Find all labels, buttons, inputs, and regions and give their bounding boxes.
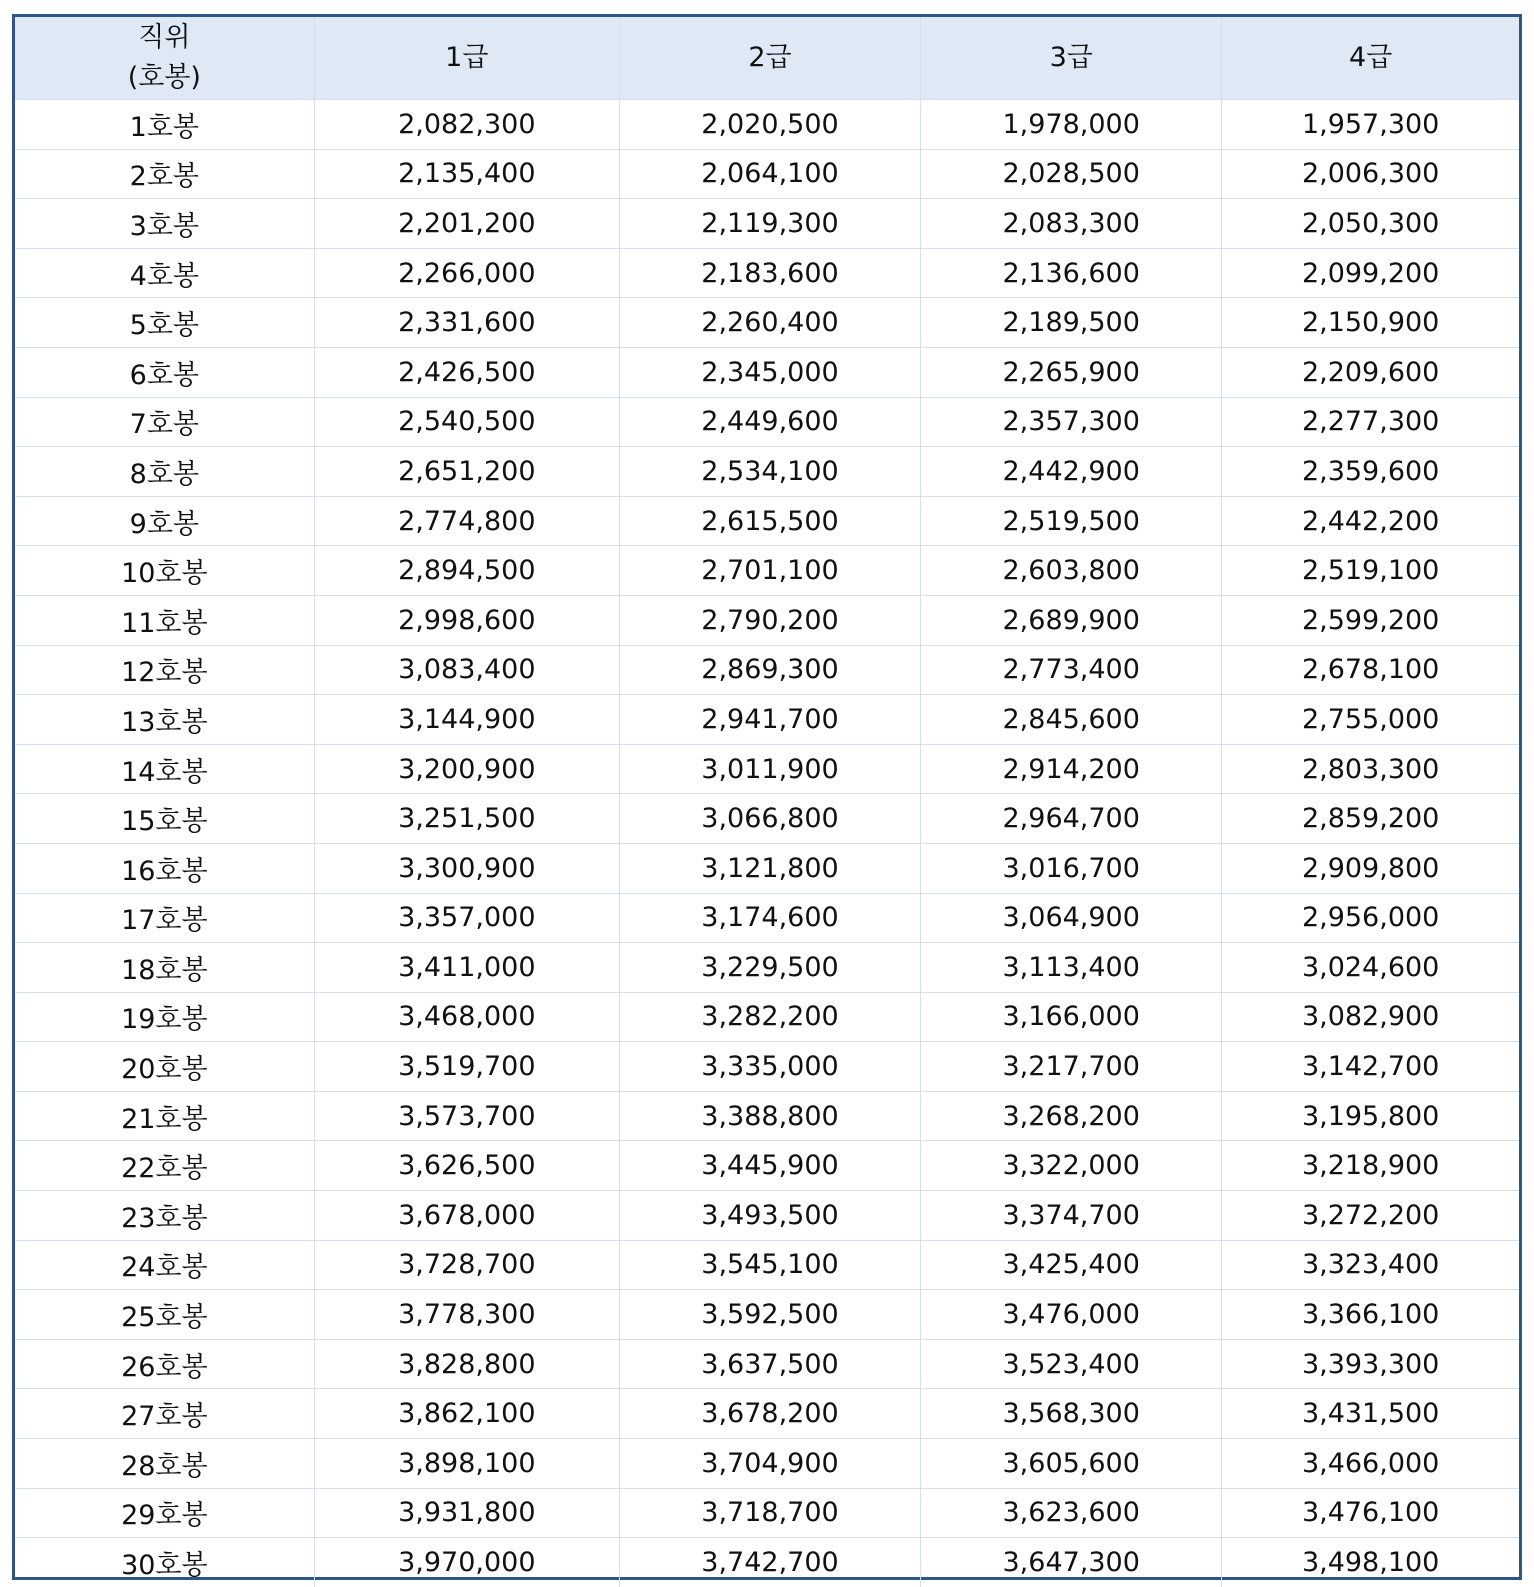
step-cell: 14호봉 — [15, 744, 314, 794]
grade-2-cell: 3,493,500 — [619, 1191, 920, 1241]
table-row — [15, 893, 1519, 943]
header-grade-1: 1급 — [314, 17, 619, 100]
step-cell: 11호봉 — [15, 595, 314, 645]
grade-3-cell: 2,357,300 — [921, 397, 1222, 447]
header-grade-3: 3급 — [921, 17, 1222, 100]
step-cell: 5호봉 — [15, 298, 314, 348]
grade-1-cell: 3,200,900 — [314, 744, 619, 794]
table-row — [15, 1488, 1519, 1538]
table-row — [15, 843, 1519, 893]
grade-4-cell: 2,359,600 — [1222, 447, 1519, 497]
grade-4-cell: 2,956,000 — [1222, 893, 1519, 943]
grade-4-cell: 3,393,300 — [1222, 1339, 1519, 1389]
grade-2-cell: 3,174,600 — [619, 893, 920, 943]
grade-3-cell: 3,425,400 — [921, 1240, 1222, 1290]
grade-1-cell: 2,894,500 — [314, 546, 619, 596]
grade-3-cell: 3,166,000 — [921, 992, 1222, 1042]
step-cell: 20호봉 — [15, 1042, 314, 1092]
table-row — [15, 199, 1519, 249]
grade-3-cell: 2,519,500 — [921, 496, 1222, 546]
grade-1-cell: 3,573,700 — [314, 1091, 619, 1141]
grade-4-cell: 2,519,100 — [1222, 546, 1519, 596]
grade-2-cell: 3,445,900 — [619, 1141, 920, 1191]
grade-3-cell: 3,605,600 — [921, 1439, 1222, 1489]
salary-table — [15, 17, 1519, 1587]
grade-4-cell: 3,272,200 — [1222, 1191, 1519, 1241]
table-row — [15, 1191, 1519, 1241]
step-cell: 1호봉 — [15, 100, 314, 150]
grade-1-cell: 3,778,300 — [314, 1290, 619, 1340]
table-row — [15, 1339, 1519, 1389]
step-cell: 21호봉 — [15, 1091, 314, 1141]
grade-2-cell: 3,121,800 — [619, 843, 920, 893]
grade-4-cell: 3,195,800 — [1222, 1091, 1519, 1141]
grade-2-cell: 3,282,200 — [619, 992, 920, 1042]
grade-4-cell: 3,082,900 — [1222, 992, 1519, 1042]
grade-2-cell: 2,449,600 — [619, 397, 920, 447]
grade-1-cell: 3,411,000 — [314, 943, 619, 993]
table-row — [15, 347, 1519, 397]
table-row — [15, 447, 1519, 497]
table-header — [15, 17, 1519, 100]
grade-2-cell: 3,388,800 — [619, 1091, 920, 1141]
grade-2-cell: 2,260,400 — [619, 298, 920, 348]
grade-4-cell: 2,859,200 — [1222, 794, 1519, 844]
grade-2-cell: 3,066,800 — [619, 794, 920, 844]
grade-1-cell: 2,135,400 — [314, 149, 619, 199]
grade-1-cell: 2,082,300 — [314, 100, 619, 150]
header-row — [15, 17, 1519, 100]
step-cell: 27호봉 — [15, 1389, 314, 1439]
grade-4-cell: 2,050,300 — [1222, 199, 1519, 249]
table-row — [15, 595, 1519, 645]
grade-4-cell: 2,099,200 — [1222, 248, 1519, 298]
step-cell: 8호봉 — [15, 447, 314, 497]
table-row — [15, 794, 1519, 844]
grade-1-cell: 2,331,600 — [314, 298, 619, 348]
step-cell: 4호봉 — [15, 248, 314, 298]
grade-4-cell: 3,218,900 — [1222, 1141, 1519, 1191]
grade-2-cell: 2,064,100 — [619, 149, 920, 199]
table-row — [15, 1389, 1519, 1439]
step-cell: 25호봉 — [15, 1290, 314, 1340]
grade-2-cell: 2,790,200 — [619, 595, 920, 645]
grade-1-cell: 3,970,000 — [314, 1538, 619, 1587]
grade-4-cell: 1,957,300 — [1222, 100, 1519, 150]
grade-4-cell: 2,803,300 — [1222, 744, 1519, 794]
grade-1-cell: 3,931,800 — [314, 1488, 619, 1538]
table-row — [15, 1240, 1519, 1290]
table-row — [15, 1042, 1519, 1092]
table-row — [15, 496, 1519, 546]
step-cell: 7호봉 — [15, 397, 314, 447]
step-cell: 6호봉 — [15, 347, 314, 397]
step-cell: 26호봉 — [15, 1339, 314, 1389]
grade-3-cell: 1,978,000 — [921, 100, 1222, 150]
grade-3-cell: 2,964,700 — [921, 794, 1222, 844]
grade-1-cell: 2,651,200 — [314, 447, 619, 497]
grade-3-cell: 2,773,400 — [921, 645, 1222, 695]
header-step-label: (호봉) — [127, 62, 201, 93]
grade-3-cell: 3,268,200 — [921, 1091, 1222, 1141]
table-row — [15, 149, 1519, 199]
grade-1-cell: 2,426,500 — [314, 347, 619, 397]
grade-4-cell: 3,366,100 — [1222, 1290, 1519, 1340]
grade-2-cell: 2,020,500 — [619, 100, 920, 150]
grade-2-cell: 3,637,500 — [619, 1339, 920, 1389]
grade-3-cell: 3,476,000 — [921, 1290, 1222, 1340]
grade-2-cell: 3,704,900 — [619, 1439, 920, 1489]
grade-4-cell: 2,599,200 — [1222, 595, 1519, 645]
step-cell: 15호봉 — [15, 794, 314, 844]
grade-2-cell: 2,615,500 — [619, 496, 920, 546]
salary-table-frame — [12, 14, 1522, 1580]
grade-3-cell: 3,523,400 — [921, 1339, 1222, 1389]
table-body — [15, 100, 1519, 1587]
grade-3-cell: 3,322,000 — [921, 1141, 1222, 1191]
grade-3-cell: 2,028,500 — [921, 149, 1222, 199]
grade-2-cell: 3,678,200 — [619, 1389, 920, 1439]
grade-1-cell: 3,898,100 — [314, 1439, 619, 1489]
step-cell: 12호봉 — [15, 645, 314, 695]
grade-3-cell: 3,064,900 — [921, 893, 1222, 943]
table-row — [15, 943, 1519, 993]
grade-3-cell: 2,914,200 — [921, 744, 1222, 794]
grade-4-cell: 2,909,800 — [1222, 843, 1519, 893]
grade-4-cell: 2,678,100 — [1222, 645, 1519, 695]
grade-2-cell: 2,119,300 — [619, 199, 920, 249]
header-position-step — [15, 17, 314, 100]
grade-4-cell: 3,466,000 — [1222, 1439, 1519, 1489]
step-cell: 22호봉 — [15, 1141, 314, 1191]
step-cell: 28호봉 — [15, 1439, 314, 1489]
grade-4-cell: 3,476,100 — [1222, 1488, 1519, 1538]
grade-1-cell: 3,083,400 — [314, 645, 619, 695]
grade-1-cell: 2,540,500 — [314, 397, 619, 447]
step-cell: 10호봉 — [15, 546, 314, 596]
grade-2-cell: 2,345,000 — [619, 347, 920, 397]
grade-3-cell: 3,113,400 — [921, 943, 1222, 993]
step-cell: 16호봉 — [15, 843, 314, 893]
table-row — [15, 1290, 1519, 1340]
grade-3-cell: 2,189,500 — [921, 298, 1222, 348]
grade-1-cell: 3,862,100 — [314, 1389, 619, 1439]
table-row — [15, 645, 1519, 695]
table-row — [15, 1439, 1519, 1489]
grade-4-cell: 3,498,100 — [1301, 1547, 1440, 1579]
grade-3-cell: 3,016,700 — [921, 843, 1222, 893]
grade-2-cell: 3,335,000 — [619, 1042, 920, 1092]
grade-1-cell: 3,828,800 — [314, 1339, 619, 1389]
table-row — [15, 100, 1519, 150]
table-row — [15, 1538, 1519, 1587]
grade-3-cell: 2,083,300 — [921, 199, 1222, 249]
grade-3-cell: 3,374,700 — [921, 1191, 1222, 1241]
step-cell: 17호봉 — [15, 893, 314, 943]
grade-2-cell: 2,701,100 — [619, 546, 920, 596]
grade-1-cell: 3,357,000 — [314, 893, 619, 943]
grade-3-cell: 3,647,300 — [921, 1538, 1222, 1587]
grade-2-cell: 3,011,900 — [619, 744, 920, 794]
grade-3-cell: 2,603,800 — [921, 546, 1222, 596]
grade-1-cell: 3,251,500 — [314, 794, 619, 844]
header-grade-2: 2급 — [619, 17, 920, 100]
grade-3-cell: 2,689,900 — [921, 595, 1222, 645]
grade-1-cell: 2,998,600 — [314, 595, 619, 645]
step-cell: 18호봉 — [15, 943, 314, 993]
table-row — [15, 992, 1519, 1042]
grade-4-cell: 2,277,300 — [1222, 397, 1519, 447]
grade-4-cell: 2,209,600 — [1222, 347, 1519, 397]
grade-2-cell: 2,183,600 — [619, 248, 920, 298]
step-cell: 19호봉 — [15, 992, 314, 1042]
grade-3-cell: 3,568,300 — [921, 1389, 1222, 1439]
grade-4-cell: 2,150,900 — [1222, 298, 1519, 348]
step-cell: 23호봉 — [15, 1191, 314, 1241]
step-cell: 2호봉 — [15, 149, 314, 199]
table-row — [15, 1141, 1519, 1191]
grade-2-cell: 3,229,500 — [619, 943, 920, 993]
table-row — [15, 695, 1519, 745]
step-cell: 9호봉 — [15, 496, 314, 546]
grade-2-cell: 3,592,500 — [619, 1290, 920, 1340]
grade-1-cell: 2,774,800 — [314, 496, 619, 546]
step-cell: 13호봉 — [15, 695, 314, 745]
grade-4-cell: 2,755,000 — [1222, 695, 1519, 745]
grade-3-cell: 3,217,700 — [921, 1042, 1222, 1092]
grade-4-cell: 3,431,500 — [1222, 1389, 1519, 1439]
grade-1-cell: 3,728,700 — [314, 1240, 619, 1290]
grade-1-cell: 3,626,500 — [314, 1141, 619, 1191]
grade-1-cell: 3,678,000 — [314, 1191, 619, 1241]
grade-2-cell: 3,545,100 — [619, 1240, 920, 1290]
grade-3-cell: 2,845,600 — [921, 695, 1222, 745]
step-cell: 29호봉 — [15, 1488, 314, 1538]
grade-2-cell: 2,869,300 — [619, 645, 920, 695]
grade-1-cell: 3,144,900 — [314, 695, 619, 745]
step-cell: 3호봉 — [15, 199, 314, 249]
grade-4-cell: 3,024,600 — [1222, 943, 1519, 993]
grade-1-cell: 2,266,000 — [314, 248, 619, 298]
grade-3-cell: 2,265,900 — [921, 347, 1222, 397]
table-row — [15, 1091, 1519, 1141]
grade-1-cell: 2,201,200 — [314, 199, 619, 249]
table-row — [15, 397, 1519, 447]
table-row — [15, 298, 1519, 348]
table-row — [15, 744, 1519, 794]
step-cell: 24호봉 — [15, 1240, 314, 1290]
grade-4-cell: 2,006,300 — [1222, 149, 1519, 199]
grade-1-cell: 3,519,700 — [314, 1042, 619, 1092]
grade-1-cell: 3,300,900 — [314, 843, 619, 893]
grade-2-cell: 3,718,700 — [619, 1488, 920, 1538]
table-row — [15, 248, 1519, 298]
step-cell: 30호봉 — [15, 1538, 314, 1587]
grade-4-cell: 3,142,700 — [1222, 1042, 1519, 1092]
grade-2-cell: 3,742,700 — [619, 1538, 920, 1587]
grade-4-cell: 3,323,400 — [1222, 1240, 1519, 1290]
grade-3-cell: 2,442,900 — [921, 447, 1222, 497]
grade-3-cell: 2,136,600 — [921, 248, 1222, 298]
header-position-label: 직위 — [138, 22, 191, 53]
table-row — [15, 546, 1519, 596]
grade-3-cell: 3,623,600 — [921, 1488, 1222, 1538]
grade-2-cell: 2,941,700 — [619, 695, 920, 745]
header-grade-4: 4급 — [1222, 17, 1519, 100]
grade-1-cell: 3,468,000 — [314, 992, 619, 1042]
grade-4-cell: 2,442,200 — [1222, 496, 1519, 546]
grade-2-cell: 2,534,100 — [619, 447, 920, 497]
